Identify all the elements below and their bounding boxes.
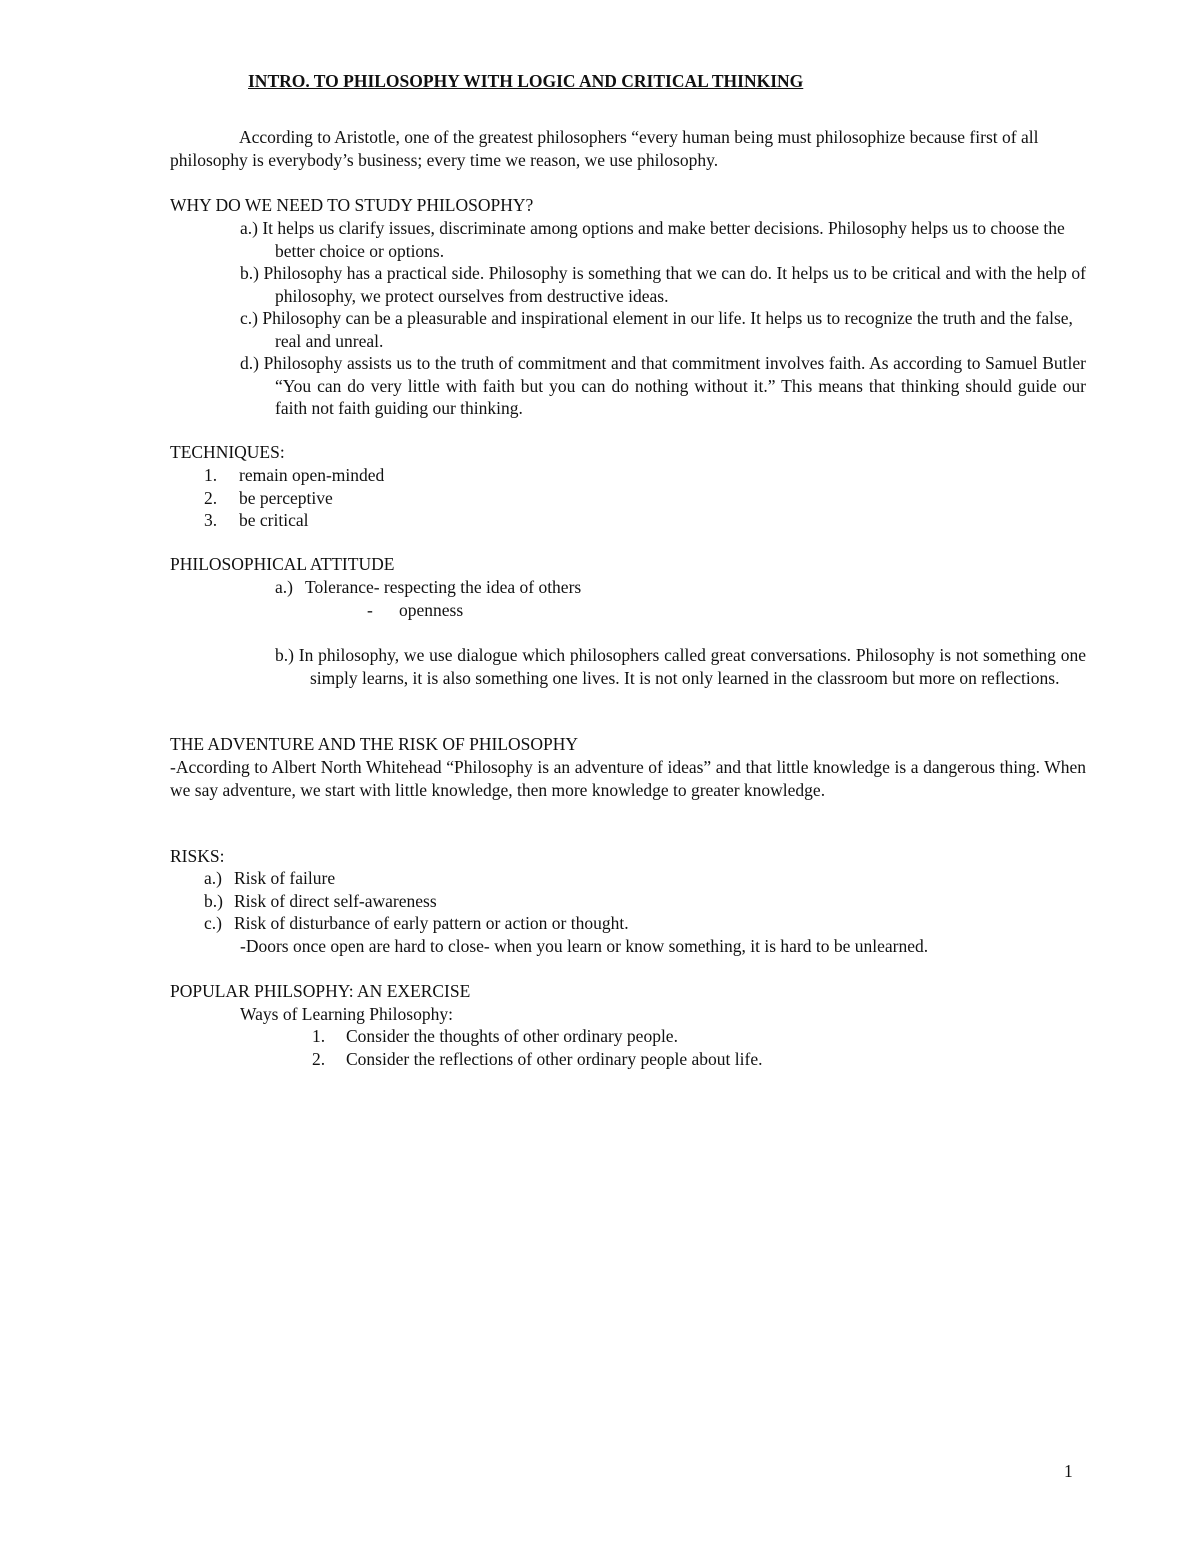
list-item (312, 1025, 762, 1048)
item-label: a.) (204, 868, 222, 888)
why-item-c: c.) Philosophy can be a pleasurable and inspirational element in our life. It helps us to recognize the truth and the false, real and unreal. (240, 308, 1073, 351)
list-text: be critical (239, 510, 309, 530)
item-text: openness (399, 600, 464, 620)
why-item-a: a.) It helps us clarify issues, discriminate among options and make better decisions. Philosophy helps us to choose the better choice or options. (240, 218, 1065, 261)
list-number: 1. (312, 1026, 326, 1046)
item-text: Risk of failure (234, 868, 336, 888)
list-text: be perceptive (239, 487, 333, 508)
risks-list (204, 867, 629, 935)
dash-bullet: - (367, 600, 373, 620)
list-item (204, 912, 629, 935)
page-number: 1 (1064, 1461, 1073, 1481)
attitude-heading: PHILOSOPHICAL ATTITUDE (170, 554, 395, 574)
list-text: Consider the thoughts of other ordinary people. (346, 1026, 678, 1046)
attitude-item-a (275, 576, 581, 599)
item-text: b.) In philosophy, we use dialogue which philosophers called great conversations. Philosophy is not something one simply learns, it is also something one lives. It is not only learned in the classroom but more on reflections. (275, 645, 1086, 688)
item-text: Risk of direct self-awareness (234, 890, 437, 911)
list-number: 3. (204, 510, 218, 530)
intro-paragraph: According to Aristotle, one of the greatest philosophers “every human being must philosophize because first of all philosophy is everybody’s business; every time we reason, we use philosophy. (170, 127, 1039, 170)
adventure-paragraph: -According to Albert North Whitehead “Philosophy is an adventure of ideas” and that little knowledge is a dangerous thing. When we say adventure, we start with little knowledge, then more knowledge to greater knowledge. (170, 757, 1086, 800)
item-text: Tolerance- respecting the idea of others (305, 577, 582, 597)
attitude-sub-item (367, 599, 463, 622)
list-item (204, 509, 384, 532)
item-label: a.) (275, 577, 293, 597)
list-text: remain open-minded (239, 465, 385, 485)
item-label: c.) (204, 913, 222, 933)
risks-heading: RISKS: (170, 846, 225, 866)
item-label: b.) (204, 890, 223, 911)
list-number: 1. (204, 465, 218, 485)
popular-subheading: Ways of Learning Philosophy: (240, 1004, 453, 1024)
item-text: Risk of disturbance of early pattern or action or thought. (234, 913, 629, 933)
popular-list (312, 1025, 762, 1070)
list-item (204, 487, 384, 510)
document-title: INTRO. TO PHILOSOPHY WITH LOGIC AND CRITICAL THINKING (248, 71, 804, 91)
why-heading: WHY DO WE NEED TO STUDY PHILOSOPHY? (170, 195, 534, 215)
why-list (240, 217, 1086, 420)
techniques-heading: TECHNIQUES: (170, 442, 285, 462)
attitude-item-b (275, 644, 1086, 689)
risks-note: -Doors once open are hard to close- when you learn or know something, it is hard to be unlearned. (240, 936, 929, 956)
why-item-d: d.) Philosophy assists us to the truth of commitment and that commitment involves faith. As according to Samuel Butler “You can do very little with faith but you can do nothing without it.” This means that thinking should guide our faith not faith guiding our thinking. (240, 353, 1086, 418)
list-number: 2. (312, 1048, 326, 1069)
list-text: Consider the reflections of other ordinary people about life. (346, 1048, 763, 1069)
list-number: 2. (204, 487, 218, 508)
list-item (312, 1048, 762, 1071)
adventure-heading: THE ADVENTURE AND THE RISK OF PHILOSOPHY (170, 734, 579, 754)
list-item (204, 867, 629, 890)
techniques-list (204, 464, 384, 532)
popular-heading: POPULAR PHILSOPHY: AN EXERCISE (170, 981, 471, 1001)
why-item-b: b.) Philosophy has a practical side. Philosophy is something that we can do. It helps us to be critical and with the help of philosophy, we protect ourselves from destructive ideas. (240, 263, 1086, 306)
list-item (204, 464, 384, 487)
list-item (204, 890, 629, 913)
